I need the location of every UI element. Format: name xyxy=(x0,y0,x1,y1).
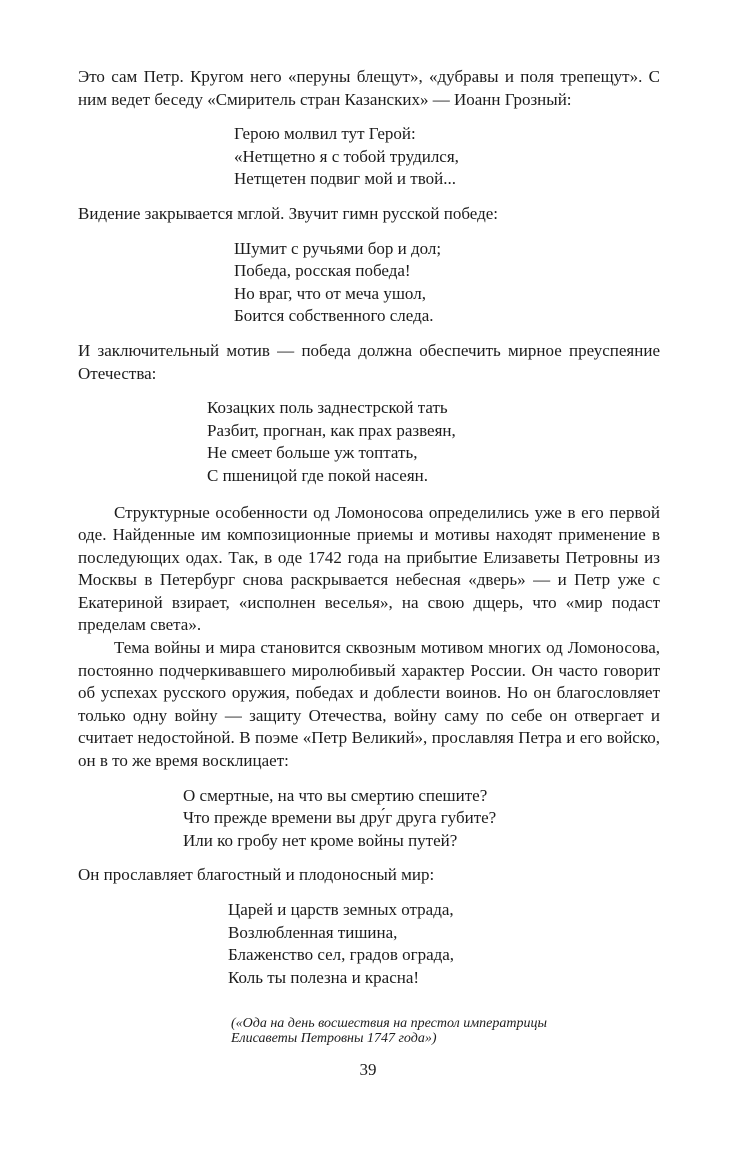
verse-line: Царей и царств земных отрада, xyxy=(228,900,454,919)
verse-line: Козацких поль заднестрской тать xyxy=(207,398,448,418)
verse-line: Коль ты полезна и красна! xyxy=(228,967,420,987)
verse-line: О смертные, на что вы смертию спешите? xyxy=(183,785,488,805)
verse-stanza xyxy=(78,123,660,191)
verse-line: Не смеет больше уж топтать, xyxy=(207,443,418,463)
verse-line: Возлюбленная тишина, xyxy=(228,922,398,942)
verse-line: Блаженство сел, градов ограда, xyxy=(228,945,455,965)
verse-stanza xyxy=(78,785,660,853)
paragraph: И заключительный мотив — победа должна обеспечить мирное преуспеяние Отечества: xyxy=(78,340,660,383)
verse-line: Что прежде времени вы дру́г друга губите? xyxy=(183,808,497,828)
paragraph: Он прославляет благостный и плодоносный мир: xyxy=(78,865,435,885)
page-number: 39 xyxy=(359,1060,377,1079)
verse-stanza xyxy=(78,899,660,989)
verse-line: «Нетщетно я с тобой трудился, xyxy=(234,146,459,166)
paragraph: Структурные особенности од Ломоносова определились уже в его первой оде. Найденные им композиционные приемы и мотивы находят применение в последующих одах. Так, в оде 1742 года на прибытие Елизаветы Петровны из Москвы в Петербург снова раскрывается небесная «дверь» — и Петр уже с Екатериной взирает, «исполнен веселья», на свою дщерь, что «мир подаст пределам света». xyxy=(78,502,660,635)
paragraph: Тема войны и мира становится сквозным мотивом многих од Ломоносова, постоянно подчеркивавшего миролюбивый характер России. Он часто говорит об успехах русского оружия, победах и доблести воинов. Но он благословляет только одну войну — защиту Отечества, войну саму по себе он отвергает и считает недостойной. В поэме «Петр Великий», прославляя Петра и его войско, он в то же время восклицает: xyxy=(78,638,660,771)
verse-line: Но враг, что от меча ушол, xyxy=(234,283,426,303)
verse-line: Разбит, прогнан, как прах развеян, xyxy=(207,420,456,440)
citation-line: («Ода на день восшествия на престол императрицы xyxy=(231,1016,547,1031)
paragraph: Видение закрывается мглой. Звучит гимн русской победе: xyxy=(78,203,498,223)
citation xyxy=(231,1016,631,1046)
verse-line: Герою молвил тут Герой: xyxy=(234,124,416,144)
verse-line: Или ко гробу нет кроме войны путей? xyxy=(183,830,458,850)
verse-line: Победа, росская победа! xyxy=(234,261,411,281)
verse-stanza xyxy=(78,238,660,328)
verse-line: Шумит с ручьями бор и дол; xyxy=(234,238,442,258)
paragraph: Это сам Петр. Кругом него «перуны блещут», «дубравы и поля трепещут». С ним ведет беседу «Смиритель стран Казанских» — Иоанн Грозный: xyxy=(78,67,660,109)
verse-line: Боится собственного следа. xyxy=(234,306,434,326)
page-body xyxy=(78,66,660,989)
citation-line: Елисаветы Петровны 1747 года») xyxy=(231,1031,437,1046)
verse-line: Нетщетен подвиг мой и твой... xyxy=(234,169,456,189)
verse-stanza xyxy=(78,397,660,487)
verse-line: С пшеницой где покой насеян. xyxy=(207,465,428,485)
